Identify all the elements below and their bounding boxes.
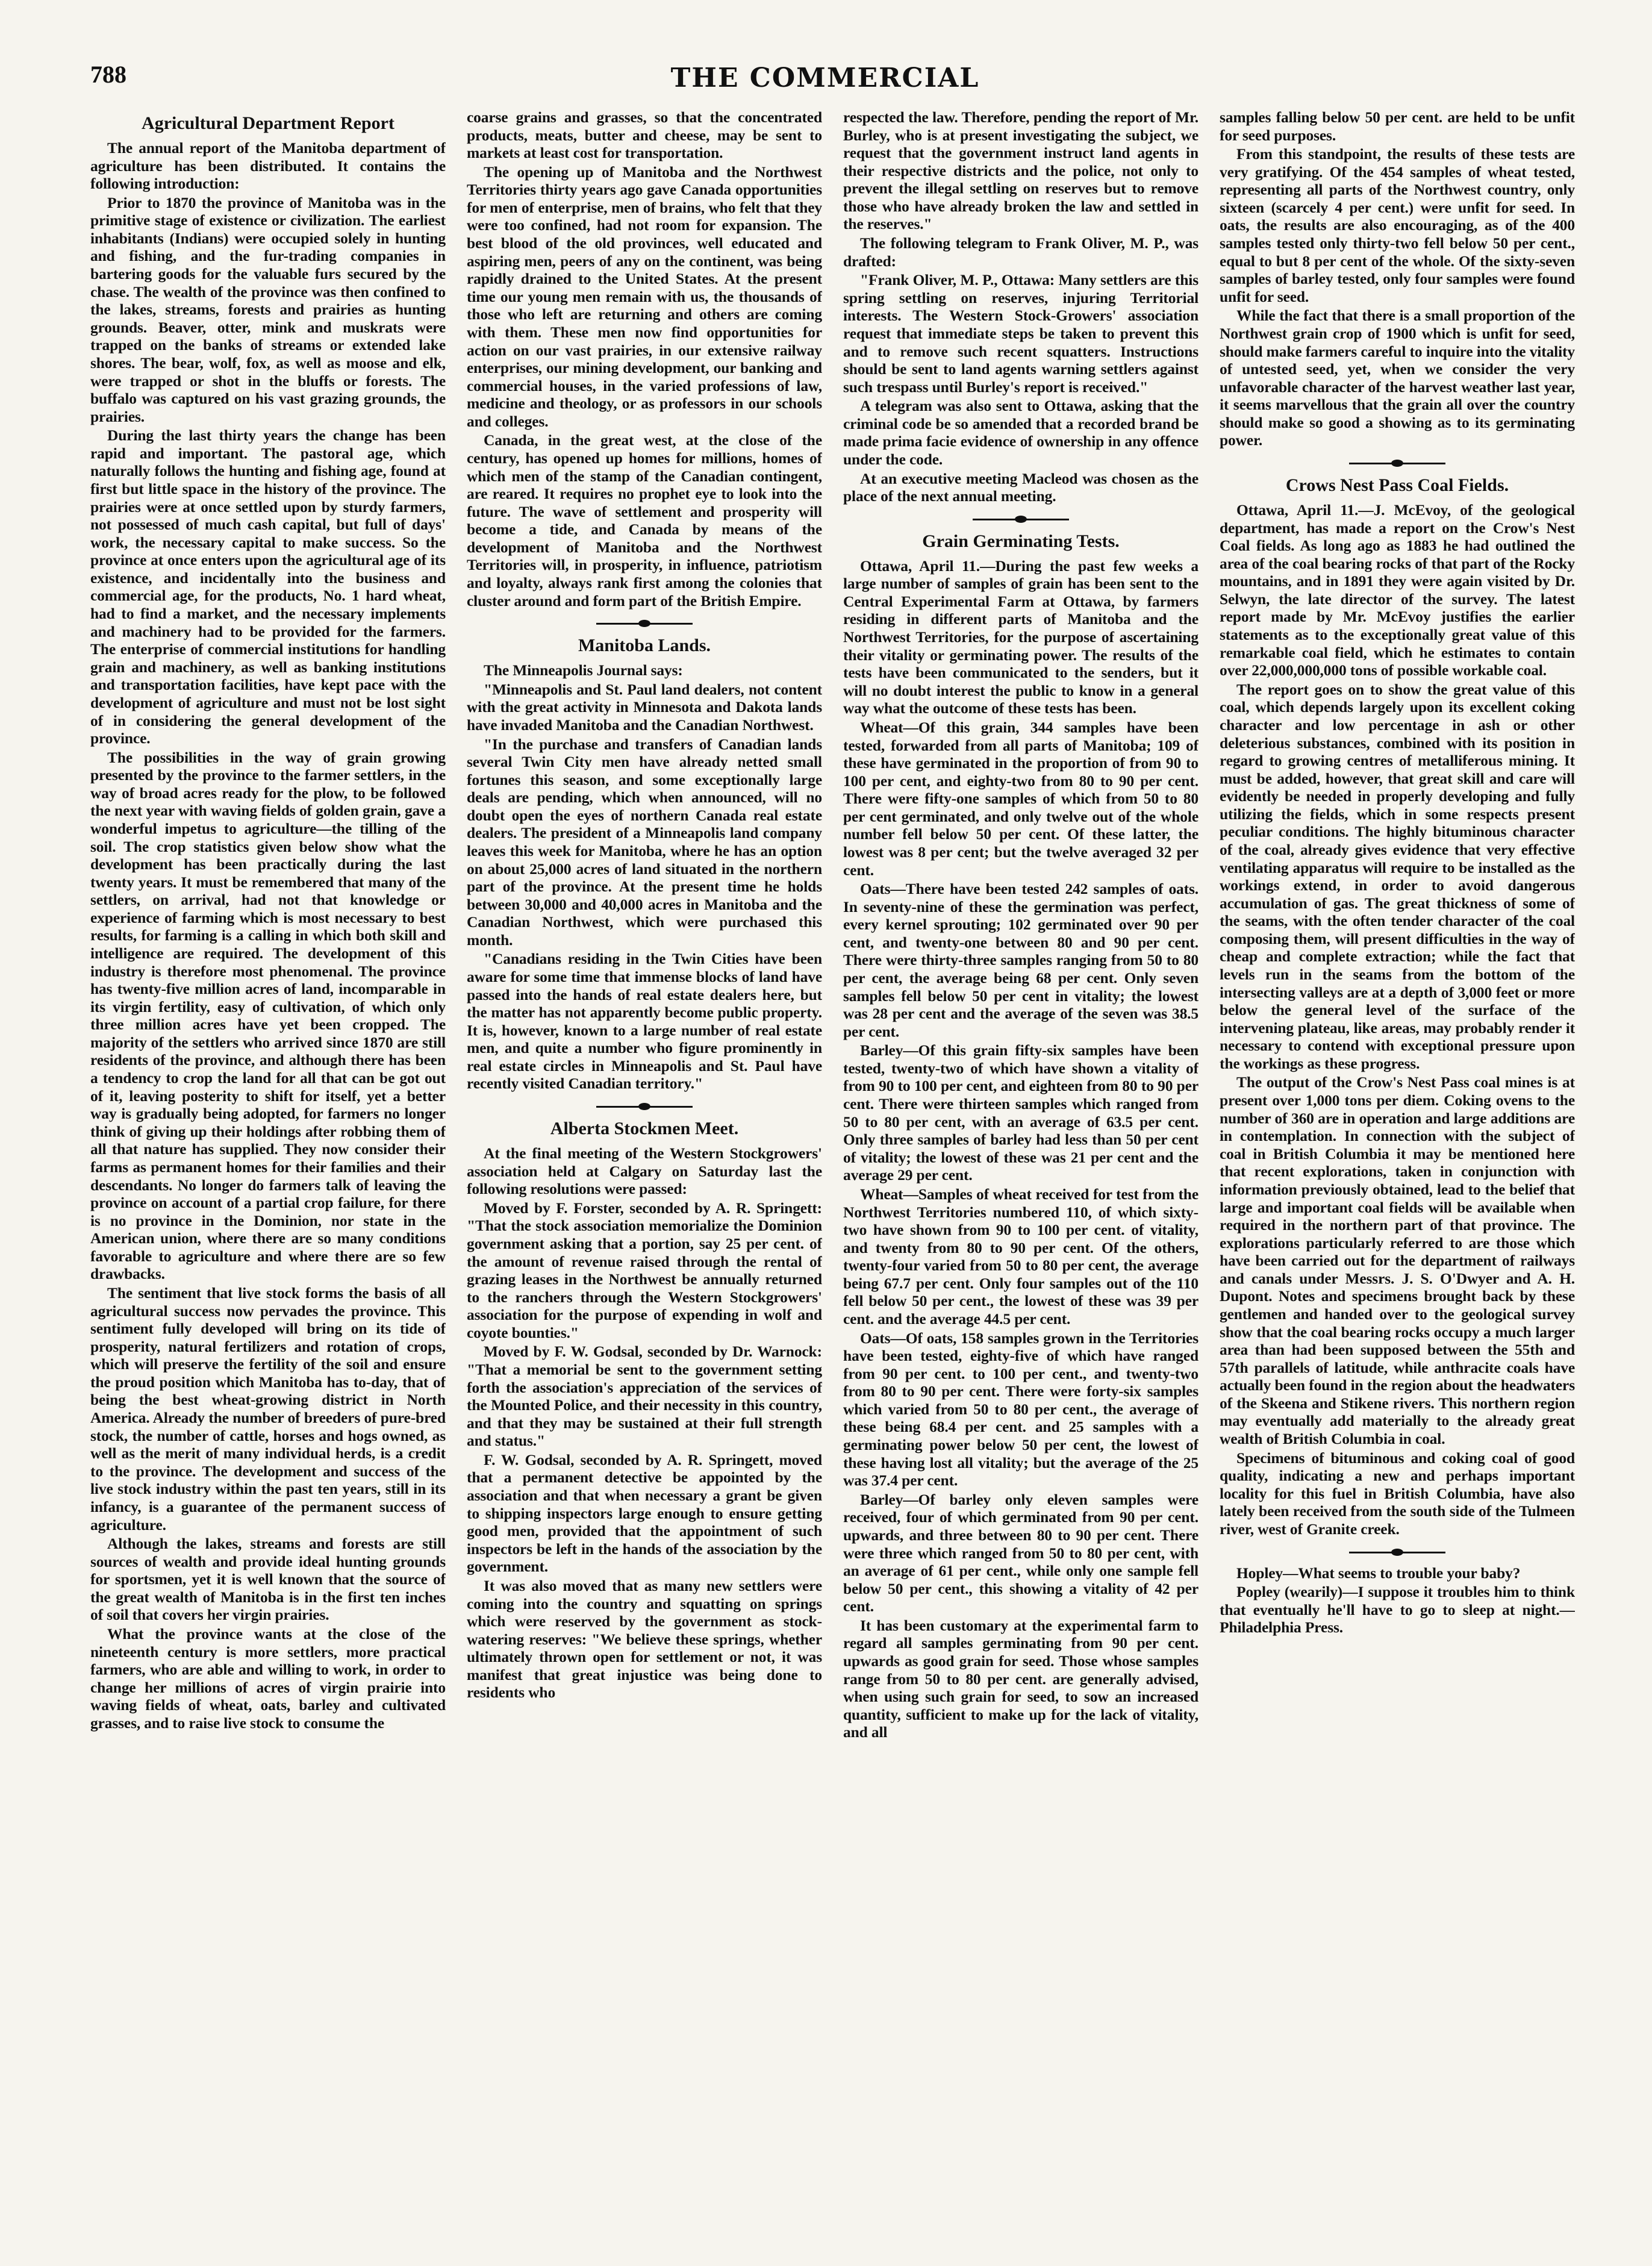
page-number: 788 bbox=[90, 61, 126, 88]
article-paragraph: Ottawa, April 11.—During the past few weeks a large number of samples of grain has been sent to the Central Experimental Farm at Ottawa, by farmers residing in different parts of Manitoba and the Northwest Territories, for the purpose of ascertaining their vitality or germinating power. The results of the tests have been communicated to the senders, but it will no doubt interest the public to know in a general way what the outcome of these tests has been. bbox=[843, 557, 1198, 717]
article-paragraph: "Canadians residing in the Twin Cities have been aware for some time that immense blocks of land have passed into the hands of real estate dealers here, but the matter has not apparently become public property. It is, however, known to a large number of real estate men, and quite a number who figure prominently in real estate circles in Minneapolis and St. Paul have recently visited Canadian territory." bbox=[467, 950, 822, 1093]
column-2 bbox=[467, 108, 822, 2253]
article-paragraph: Prior to 1870 the province of Manitoba was in the primitive stage of existence or civilization. The earliest inhabitants (Indians) were occupied solely in hunting and fishing, and the fur-trading companies in bartering goods for the valuable furs secured by the chase. The wealth of the province was then confined to the lakes, streams, forests and prairies as hunting grounds. Beaver, otter, mink and muskrats were trapped on the banks of streams or extended lake shores. The bear, wolf, fox, as well as moose and elk, were trapped or shot in the bluffs or forests. The buffalo was captured on his vast grazing grounds, the prairies. bbox=[90, 193, 446, 425]
section-divider bbox=[973, 519, 1069, 520]
article-paragraph: A telegram was also sent to Ottawa, asking that the criminal code be so amended that a recorded brand be made prima facie evidence of ownership in any offence under the code. bbox=[843, 397, 1198, 468]
article-paragraph: What the province wants at the close of the nineteenth century is more settlers, more practical farmers, who are able and willing to work, in order to change her millions of acres of virgin prairie into waving fields of wheat, oats, barley and cultivated grasses, and to raise live stock to consume the bbox=[90, 1625, 446, 1732]
article-paragraph: "Minneapolis and St. Paul land dealers, not content with the great activity in Minnesota and Dakota lands have invaded Manitoba and the Canadian Northwest. bbox=[467, 680, 822, 734]
article-paragraph: At the final meeting of the Western Stockgrowers' association held at Calgary on Saturday last the following resolutions were passed: bbox=[467, 1144, 822, 1198]
article-paragraph: Barley—Of this grain fifty-six samples have been tested, twenty-two of which have shown a vitality of from 90 to 100 per cent, and eighteen from 80 to 90 per cent. There were thirteen samples which ranged from 50 to 80 per cent, with an average of 63.5 per cent. Only three samples of barley had less than 50 per cent of vitality; the lowest of these was 21 per cent and the average 29 per cent. bbox=[843, 1041, 1198, 1184]
section-divider bbox=[1349, 463, 1445, 464]
article-paragraph: The sentiment that live stock forms the basis of all agricultural success now pervades the province. This sentiment fully developed will bring on its tide of prosperity, natural fertilizers and rotation of crops, which will preserve the fertility of the soil and ensure the proud position which Manitoba has to-day, that of being the best wheat-growing district in North America. Already the number of breeders of pure-bred stock, the number of cattle, horses and hogs owned, as well as the merit of many individual herds, is a credit to the province. The development and success of the live stock industry within the past ten years, still in its infancy, is a guarantee of the permanent success of agriculture. bbox=[90, 1284, 446, 1534]
article-paragraph: The possibilities in the way of grain growing presented by the province to the farmer settlers, in the way of broad acres ready for the plow, to be followed the next year with waving fields of golden grain, gave a wonderful impetus to agriculture—the tilling of the soil. The crop statistics given below show what the development has been practically during the last twenty years. It must be remembered that many of the settlers, on arrival, had not that knowledge or experience of farming which is most necessary to best results, for farming is a calling in which both skill and intelligence are required. The development of this industry is therefore most phenomenal. The province has twenty-five million acres of land, incomparable in its virgin fertility, easy of cultivation, of which only three million acres have yet been cropped. The majority of the settlers who arrived since 1870 are still residents of the province, and although there has been a tendency to crop the land for all that can be got out of it, leaving posterity to shift for itself, yet a better way is gradually being adopted, for farmers no longer think of giving up their holdings after robbing them of all that nature has supplied. They now consider their farms as permanent homes for their families and their descendants. No longer do farmers talk of leaving the province on account of a partial crop failure, for there is no province in the Dominion, nor state in the American union, where there are so many conditions favorable to agriculture and where there are so few drawbacks. bbox=[90, 748, 446, 1283]
article-paragraph: Oats—Of oats, 158 samples grown in the Territories have been tested, eighty-five of which have ranged from 90 per cent. to 100 per cent., and twenty-two from 80 to 90 per cent. There were forty-six samples which varied from 50 to 80 per cent., the average of these being 68.4 per cent. and 25 samples with a germinating power below 50 per cent, the lowest of these having lost all vitality; but the average of the 25 was 37.4 per cent. bbox=[843, 1329, 1198, 1490]
article-headline: Alberta Stockmen Meet. bbox=[550, 1119, 739, 1139]
article-paragraph: The output of the Crow's Nest Pass coal mines is at present over 1,000 tons per diem. Coking ovens to the number of 360 are in operation and large additions are in contemplation. In connection with the subject of coal in British Columbia it may be mentioned here that recent explorations, taken in conjunction with information previously obtained, lead to the belief that large and important coal fields will be available when required in the northern part of that province. The explorations particularly referred to are those which have been carried out for the department of railways and canals under Messrs. J. S. O'Dwyer and A. H. Dupont. Notes and specimens brought back by these gentlemen and handed over to the geological survey show that the coal bearing rocks occupy a much larger area than had been supposed between the 55th and 57th parallels of latitude, while anthracite coals have actually been found in the region about the headwaters of the Skeena and Stikene rivers. This northern region may eventually add materially to the already great wealth of British Columbia in coal. bbox=[1220, 1073, 1575, 1448]
section-divider bbox=[596, 623, 693, 625]
article-paragraph: At an executive meeting Macleod was chosen as the place of the next annual meeting. bbox=[843, 469, 1198, 505]
article-paragraph: "In the purchase and transfers of Canadian lands several Twin City men have already netted small fortunes this season, and some exceptionally large deals are pending, which when announced, will no doubt open the eyes of northern Canada real estate dealers. The president of a Minneapolis land company leaves this week for Manitoba, where he has an option on about 25,000 acres of land situated in the northern part of the province. At the present time he holds between 30,000 and 40,000 acres in Manitoba and the Canadian Northwest, which were purchased this month. bbox=[467, 735, 822, 949]
article-paragraph: The report goes on to show the great value of this coal, which depends largely upon its excellent coking character and low percentage in ash or other deleterious substances, combined with its position in regard to growing centres of metalliferous mining. It must be added, however, that great skill and care will evidently be needed in properly developing and fully utilizing the fields, which in some respects present peculiar conditions. The highly bituminous character of the coal, already gives evidence that very effective ventilating apparatus will require to be installed as the workings extend, in order to avoid dangerous accumulation of gas. The great thickness of some of the seams, with the often tender character of the coal composing them, will present difficulties in the way of cheap and complete extraction; while the fact that levels run in the seams from the bottom of the intersecting valleys are at a depth of 3,000 feet or more below the general level of the surface of the intervening plateau, like areas, may probably render it necessary to contend with exceptional pressure upon the workings as these progress. bbox=[1220, 680, 1575, 1072]
article-paragraph: The Minneapolis Journal says: bbox=[484, 661, 683, 679]
article-paragraph: "Frank Oliver, M. P., Ottawa: Many settlers are this spring settling on reserves, injuring Territorial interests. The Western Stock-Growers' association request that immediate steps be taken to prevent this and to remove such recent squatters. Instructions should be sent to land agents warning settlers against such trespass until Burley's report is received." bbox=[843, 271, 1198, 396]
article-paragraph: samples falling below 50 per cent. are held to be unfit for seed purposes. bbox=[1220, 108, 1575, 144]
article-paragraph: It was also moved that as many new settlers were coming into the country and squatting on springs which were reserved by the government as stock-watering reserves: "We believe these springs, whether ultimately thrown open for settlement or not, it was manifest that great injustice was being done to residents who bbox=[467, 1576, 822, 1702]
column-4 bbox=[1220, 108, 1575, 2253]
article-paragraph: Ottawa, April 11.—J. McEvoy, of the geological department, has made a report on the Crow's Nest Coal fields. As long ago as 1883 he had outlined the area of the coal bearing rocks of that part of the Rocky mountains, and in 1891 they were again visited by Dr. Selwyn, the late director of the survey. The latest report made by Mr. McEvoy justifies the earlier statements as to the exceptionally great value of this remarkable coal field, which he estimates to contain over 22,000,000,000 tons of possible workable coal. bbox=[1220, 501, 1575, 679]
article-paragraph: Barley—Of barley only eleven samples were received, four of which germinated from 90 per cent. upwards, and three between 80 to 90 per cent. There were three which ranged from 50 to 80 per cent, with an average of 61 per cent., while only one sample fell below 50 per cent., this showing a vitality of 42 per cent. bbox=[843, 1490, 1198, 1615]
article-paragraph: Hopley—What seems to trouble your baby? bbox=[1236, 1564, 1521, 1582]
article-paragraph: Moved by F. Forster, seconded by A. R. Springett: "That the stock association memorialize the Dominion government asking that a portion, say 25 per cent. of the amount of revenue raised through the rental of grazing leases in the Northwest be annually returned to the ranchers through the Western Stockgrowers' association for the purpose of expending in wolf and coyote bounties." bbox=[467, 1199, 822, 1341]
section-divider bbox=[596, 1106, 693, 1108]
article-headline: Agricultural Department Report bbox=[142, 113, 394, 133]
article-paragraph: It has been customary at the experimental farm to regard all samples germinating from 90 per cent. upwards as good grain for seed. Those whose samples range from 50 to 80 per cent. are generally advised, when using such grain for seed, to sow an increased quantity, sufficient to make up for the lack of vitality, and all bbox=[843, 1616, 1198, 1741]
column-3 bbox=[843, 108, 1198, 2253]
article-paragraph: Oats—There have been tested 242 samples of oats. In seventy-nine of these the germination was perfect, every kernel sprouting; 102 germinated over 90 per cent, and twenty-one between 80 and 90 per cent. There were thirty-three samples ranging from 50 to 80 per cent, the average being 68 per cent. Only seven samples fell below 50 per cent in vitality; the lowest was 28 per cent and the average of the seven was 38.5 per cent. bbox=[843, 880, 1198, 1040]
article-paragraph: During the last thirty years the change has been rapid and important. The pastoral age, which naturally follows the hunting and fishing age, found at first but little space in the history of the province. The prairies were at once settled upon by sturdy farmers, not possessed of much cash capital, but full of days' work, the necessary capital to make success. So the province at once enters upon the agricultural age of its existence, and incidentally into the business and commercial age, for the products, No. 1 hard wheat, had to find a market, and the necessary implements and machinery had to be provided for the farmers. The enterprise of commercial institutions for handling grain and machinery, as well as banking institutions and transportation facilities, have kept pace with the development of agriculture and must not be lost sight of in considering the general development of the province. bbox=[90, 426, 446, 748]
article-paragraph: Although the lakes, streams and forests are still sources of wealth and provide ideal hunting grounds for sportsmen, yet it is well known that the source of the great wealth of Manitoba is in the first ten inches of soil that covers her virgin prairies. bbox=[90, 1535, 446, 1624]
article-paragraph: Canada, in the great west, at the close of the century, has opened up homes for millions, homes of which men of the stamp of the Canadian contingent, are reared. It requires no prophet eye to look into the future. The wave of settlement and prosperity will become a tide, and Canada by means of the development of Manitoba and the Northwest Territories will, in prosperity, in influence, patriotism and loyalty, always rank first among the colonies that cluster around and form part of the British Empire. bbox=[467, 431, 822, 610]
article-headline: Crows Nest Pass Coal Fields. bbox=[1285, 475, 1509, 495]
article-paragraph: From this standpoint, the results of these tests are very gratifying. Of the 454 samples of wheat tested, representing all parts of the Northwest country, only sixteen (scarcely 4 per cent.) were unfit for seed. In oats, the results are also encouraging, as of the 400 samples tested only thirty-two fell below 50 per cent., equal to but 8 per cent of the whole. Of the sixty-seven samples of barley tested, only four samples were found unfit for seed. bbox=[1220, 145, 1575, 305]
article-paragraph: Moved by F. W. Godsal, seconded by Dr. Warnock: "That a memorial be sent to the government setting forth the association's appreciation of the services of the Mounted Police, and their necessity in this country, and that they may be sustained at their full strength and status." bbox=[467, 1343, 822, 1450]
article-paragraph: coarse grains and grasses, so that the concentrated products, meats, butter and cheese, may be sent to markets at least cost for transportation. bbox=[467, 108, 822, 162]
article-paragraph: The opening up of Manitoba and the Northwest Territories thirty years ago gave Canada opportunities for men of enterprise, men of brains, who felt that they were too confined, had not room for expansion. The best blood of the old provinces, well educated and aspiring men, peers of any on the continent, was being rapidly drained to the United States. At the present time our young men remain with us, the thousands of those who left are returning and others are coming with them. These men now find opportunities for action on our vast prairies, in our extensive railway enterprises, our mining development, our banking and commercial houses, in the varied professions of law, medicine and theology, or as professors in our schools and colleges. bbox=[467, 163, 822, 430]
article-paragraph: Wheat—Samples of wheat received for test from the Northwest Territories numbered 110, of which sixty-two have shown from 90 to 100 per cent. of vitality, and twenty from 80 to 90 per cent. Of the others, twenty-four varied from 50 to 80 per cent, the average being 67.7 per cent. Only four samples out of the 110 fell below 50 per cent., the lowest of these was 39 per cent. and the average 44.5 per cent. bbox=[843, 1185, 1198, 1328]
article-paragraph: Popley (wearily)—I suppose it troubles him to think that eventually he'll have to go to sleep at night.—Philadelphia Press. bbox=[1220, 1583, 1575, 1637]
article-columns bbox=[90, 108, 1575, 2253]
article-paragraph: Specimens of bituminous and coking coal of good quality, indicating a new and perhaps important locality for this fuel in British Columbia, have also lately been received from the south side of the Tulmeen river, west of Granite creek. bbox=[1220, 1449, 1575, 1538]
article-paragraph: F. W. Godsal, seconded by A. R. Springett, moved that a permanent detective be appointed by the association and that when necessary a grant be given to shipping inspectors large enough to ensure getting good men, provided that the appointment of such inspectors be left in the hands of the association by the government. bbox=[467, 1450, 822, 1576]
article-paragraph: The annual report of the Manitoba department of agriculture has been distributed. It contains the following introduction: bbox=[90, 139, 446, 193]
article-headline: Manitoba Lands. bbox=[578, 635, 711, 656]
article-paragraph: Wheat—Of this grain, 344 samples have been tested, forwarded from all parts of Manitoba; 109 of these have germinated in the proportion of from 90 to 100 per cent, and eighty-two from 80 to 90 per cent. There were fifty-one samples of which from 50 to 80 per cent germinated, and only twelve out of the whole number fell below 50 per cent. Of these latter, the lowest was 8 per cent; but the twelve averaged 32 per cent. bbox=[843, 718, 1198, 879]
article-paragraph: While the fact that there is a small proportion of the Northwest grain crop of 1900 which is unfit for seed, should make farmers careful to inquire into the vitality of untested seed, yet, when we consider the very unfavorable character of the harvest weather last year, it seems marvellous that the grain all over the country should make so good a showing as to its germinating power. bbox=[1220, 307, 1575, 449]
article-headline: Grain Germinating Tests. bbox=[922, 531, 1120, 551]
article-paragraph: The following telegram to Frank Oliver, M. P., was drafted: bbox=[843, 234, 1198, 270]
section-divider bbox=[1349, 1552, 1445, 1553]
newspaper-title: THE COMMERCIAL bbox=[670, 63, 980, 93]
column-1 bbox=[90, 108, 446, 2253]
article-paragraph: respected the law. Therefore, pending the report of Mr. Burley, who is at present investigating the subject, we request that the government instruct land agents in their respective districts and the police, not only to prevent the illegal settling on reserves but to remove those who have already broken the law and settled in the reserves." bbox=[843, 108, 1198, 233]
